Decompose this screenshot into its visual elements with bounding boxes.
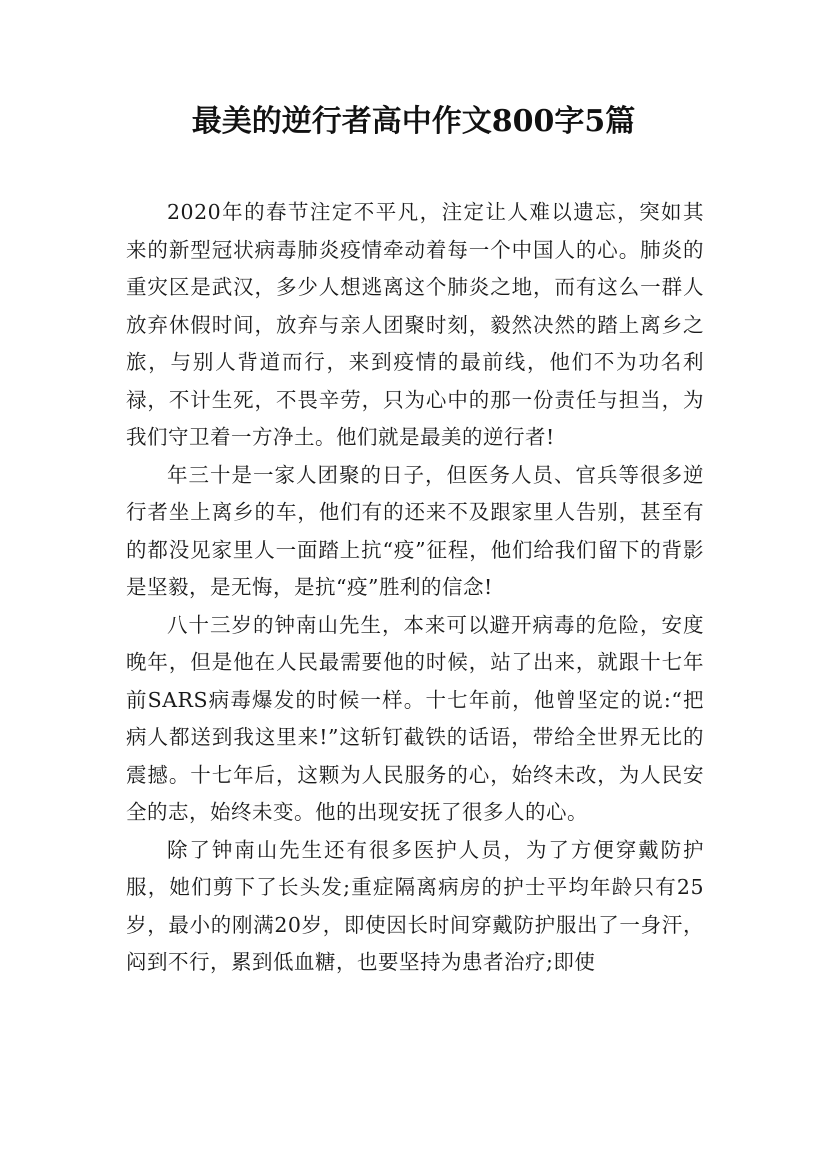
paragraph-3: 八十三岁的钟南山先生，本来可以避开病毒的危险，安度晚年，但是他在人民最需要他的时候，站了出来，就跟十七年前SARS病毒爆发的时候一样。十七年前，他曾坚定的说:“把病人都送到我这里来!”这斩钉截铁的话语，带给全世界无比的震撼。十七年后，这颗为人民服务的心，始终未改，为人民安全的志，始终未变。他的出现安抚了很多人的心。 <box>126 612 704 824</box>
document-body <box>126 194 704 982</box>
document-title: 最美的逆行者高中作文800字5篇 <box>191 104 636 139</box>
paragraph-1: 2020年的春节注定不平凡，注定让人难以遗忘，突如其来的新型冠状病毒肺炎疫情牵动着每一个中国人的心。肺炎的重灾区是武汉，多少人想逃离这个肺炎之地，而有这么一群人放弃休假时间，放弃与亲人团聚时刻，毅然决然的踏上离乡之旅，与别人背道而行，来到疫情的最前线，他们不为功名利禄，不计生死，不畏辛劳，只为心中的那一份责任与担当，为我们守卫着一方净土。他们就是最美的逆行者! <box>126 200 704 449</box>
paragraph-4: 除了钟南山先生还有很多医护人员，为了方便穿戴防护服，她们剪下了长头发;重症隔离病房的护士平均年龄只有25岁，最小的刚满20岁，即使因长时间穿戴防护服出了一身汗，闷到不行，累到低血糖，也要坚持为患者治疗;即使 <box>126 837 704 974</box>
paragraph-2: 年三十是一家人团聚的日子，但医务人员、官兵等很多逆行者坐上离乡的车，他们有的还来不及跟家里人告别，甚至有的都没见家里人一面踏上抗“疫”征程，他们给我们留下的背影是坚毅，是无悔，是抗“疫”胜利的信念! <box>126 462 704 599</box>
